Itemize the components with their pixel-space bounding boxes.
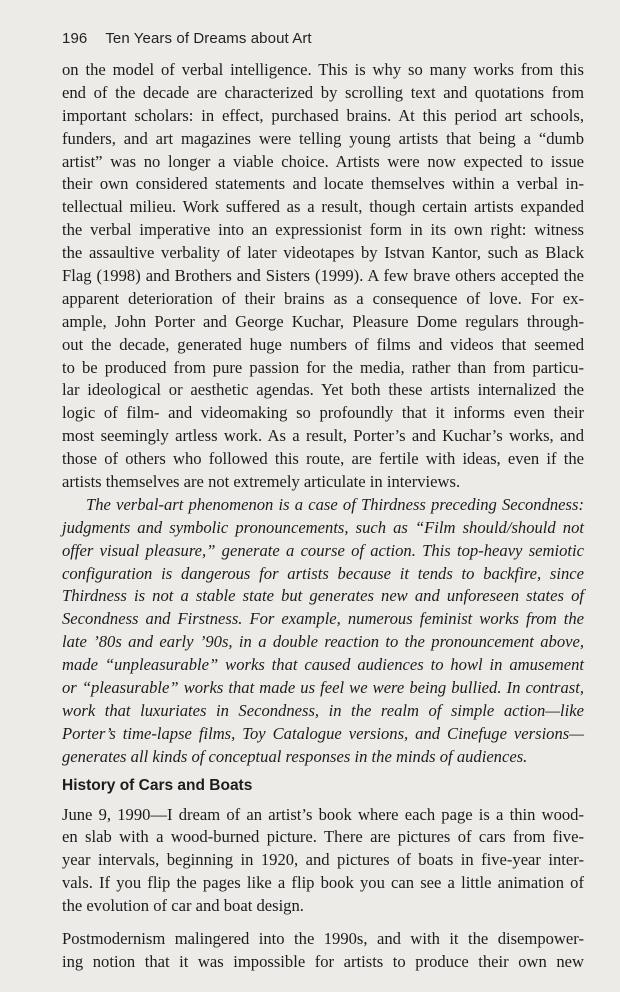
page-number: 196	[62, 30, 88, 47]
text-line: made “unpleasurable” works that caused audiences to howl in amusement	[62, 655, 584, 675]
text-line: apparent deterioration of their brains as a consequence of love. For ex-	[62, 288, 584, 308]
text-line: vals. If you flip the pages like a flip book you can see a little animation of	[62, 873, 584, 893]
text-line: work that luxuriates in Secondness, in the realm of simple action—like	[62, 700, 584, 720]
text-line: funders, and art magazines were telling young artists that being a “dumb	[62, 128, 584, 148]
text-line: late ’80s and early ’90s, in a double reaction to the pronouncement above,	[62, 632, 584, 652]
text-line: or “pleasurable” works that made us feel we were being bullied. In contrast,	[62, 678, 584, 698]
text-line: offer visual pleasure,” generate a course of action. This top-heavy semiotic	[62, 540, 584, 560]
paragraph-2	[62, 494, 584, 769]
text-line: out the decade, generated huge numbers of films and videos that seemed	[62, 334, 584, 354]
text-line: Secondness and Firstness. For example, numerous feminist works from the	[62, 609, 584, 629]
text-line: Thirdness is not a stable state but generates new and unforeseen states of	[62, 586, 584, 606]
text-line: the verbal imperative into an expressionist form in its own right: witness	[62, 220, 584, 240]
running-title: Ten Years of Dreams about Art	[105, 30, 312, 47]
dream-entry	[62, 804, 584, 918]
text-line: artist” was no longer a viable choice. Artists were now expected to issue	[62, 151, 584, 171]
text-line: artists themselves are not extremely articulate in interviews.	[62, 472, 461, 492]
text-line: their own considered statements and locate themselves within a verbal in-	[62, 174, 584, 194]
section-heading: History of Cars and Boats	[62, 776, 253, 794]
text-line: Porter’s time-lapse films, Toy Catalogue versions, and Cinefuge versions—	[62, 723, 584, 743]
spacer	[62, 918, 584, 928]
text-line: June 9, 1990—I dream of an artist’s book where each page is a thin wood-	[62, 804, 584, 824]
text-line: generates all kinds of conceptual responses in the minds of audiences.	[62, 746, 528, 766]
paragraph-1	[62, 59, 584, 494]
text-line: the assaultive verbality of later videotapes by Istvan Kantor, such as Black	[62, 243, 584, 263]
text-line: year intervals, beginning in 1920, and pictures of boats in five-year inter-	[62, 850, 584, 870]
text-line: to be produced from pure passion for the media, rather than from particu-	[62, 357, 584, 377]
text-line: judgments and symbolic pronouncements, such as “Film should/should not	[62, 517, 584, 537]
text-line: important scholars: in effect, purchased brains. At this period art schools,	[62, 105, 584, 125]
text-line: configuration is dangerous for artists because it tends to backfire, since	[62, 563, 584, 583]
text-line: Postmodernism malingered into the 1990s, and with it the disempower-	[62, 928, 584, 948]
text-line: lar ideological or aesthetic agendas. Yet both these artists internalized the	[62, 380, 584, 400]
text-line: on the model of verbal intelligence. This is why so many works from this	[62, 60, 584, 79]
running-head	[62, 30, 312, 47]
text-line: Flag (1998) and Brothers and Sisters (1999). A few brave others accepted the	[62, 266, 584, 286]
text-line: logic of film- and videomaking so profoundly that it informs even their	[62, 403, 584, 423]
text-line: tellectual milieu. Work suffered as a result, though certain artists expanded	[62, 197, 584, 217]
text-line: the evolution of car and boat design.	[62, 896, 304, 916]
body-text	[62, 59, 584, 974]
text-line: end of the decade are characterized by scrolling text and quotations from	[62, 82, 584, 102]
text-line: en slab with a wood-burned picture. There are pictures of cars from five-	[62, 827, 584, 847]
text-line: The verbal-art phenomenon is a case of Thirdness preceding Secondness:	[86, 494, 584, 514]
text-line: those of others who followed this route, are fertile with ideas, even if the	[62, 449, 584, 469]
text-line: ample, John Porter and George Kuchar, Pleasure Dome regulars through-	[62, 311, 584, 331]
text-line: ing notion that it was impossible for artists to produce their own new	[62, 951, 584, 971]
text-line: most seemingly artless work. As a result, Porter’s and Kuchar’s works, and	[62, 426, 584, 446]
final-paragraph	[62, 928, 584, 974]
